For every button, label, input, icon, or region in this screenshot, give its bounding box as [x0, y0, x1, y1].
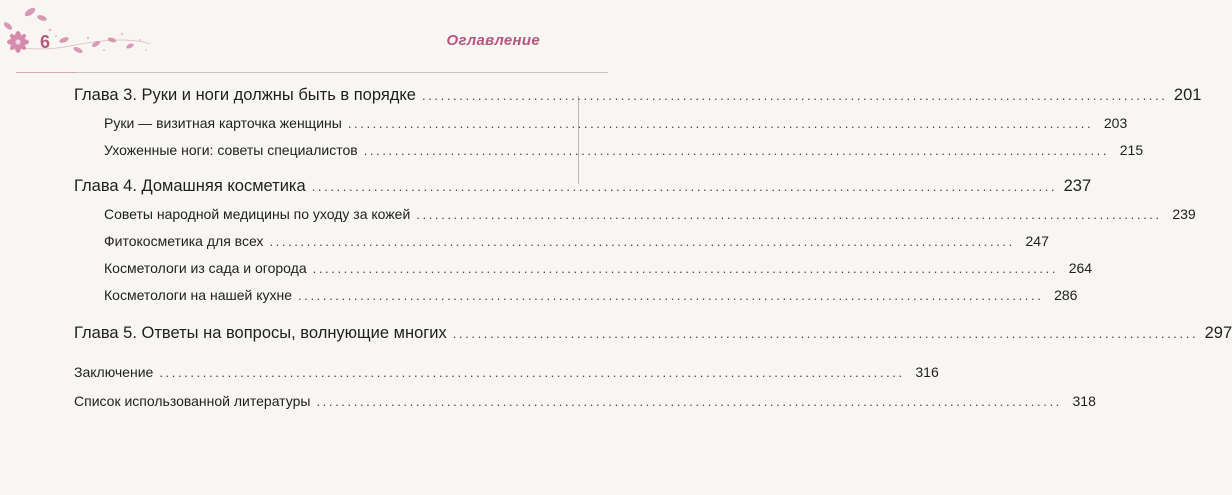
toc-page-number: 215 — [1119, 142, 1144, 158]
toc-subsection-entry — [74, 206, 1196, 222]
toc-page-number: 264 — [1068, 260, 1093, 276]
section-title: Оглавление — [446, 32, 540, 49]
toc-entry-title: Ухоженные ноги: советы специалистов — [104, 142, 358, 158]
toc-leader-dots: ........................................................................................................................ — [316, 394, 1062, 409]
page-header — [0, 0, 608, 64]
toc-page-number: 318 — [1072, 393, 1096, 409]
floral-ornament-icon — [0, 0, 160, 64]
toc-entry-title: Советы народной медицины по уходу за кожей — [104, 206, 411, 222]
toc-subsection-entry — [74, 233, 1049, 249]
toc-leader-dots: ........................................................................................................................ — [363, 143, 1110, 158]
toc-subsection-entry — [74, 287, 1078, 303]
toc-entry-title: Косметологи на нашей кухне — [104, 287, 293, 303]
toc-page-number: 297 — [1204, 324, 1232, 342]
toc-entry-title: Заключение — [74, 364, 154, 380]
toc-subsection-entry — [74, 115, 1128, 131]
toc-page-number: 237 — [1063, 177, 1092, 195]
toc-page-number: 247 — [1025, 233, 1049, 249]
toc-subsection-entry — [74, 260, 1093, 276]
toc-entry-title: Глава 4. Домашняя косметика — [74, 177, 306, 195]
toc-leader-dots: ........................................................................................................................ — [422, 88, 1168, 103]
toc-leader-dots: ........................................................................................................................ — [298, 288, 1044, 303]
toc-chapter-entry — [74, 177, 1092, 196]
page-fold-line — [578, 96, 579, 184]
toc-leader-dots: ........................................................................................................................ — [159, 365, 905, 380]
toc-leader-dots: ........................................................................................................................ — [452, 326, 1199, 341]
toc-leader-dots: ........................................................................................................................ — [416, 207, 1162, 222]
toc-page-number: 286 — [1054, 287, 1078, 303]
toc-page-number: 316 — [915, 364, 939, 380]
toc-entry-title: Глава 3. Руки и ноги должны быть в порядке — [74, 86, 416, 104]
toc-leader-dots: ........................................................................................................................ — [347, 116, 1094, 131]
toc-entry — [74, 364, 939, 380]
toc-chapter-entry — [74, 86, 1202, 105]
toc-entry-title: Руки — визитная карточка женщины — [104, 115, 342, 131]
toc-subsection-entry — [74, 142, 1144, 158]
toc-entry-title: Косметологи из сада и огорода — [104, 260, 307, 276]
toc-chapter-entry — [74, 324, 1232, 343]
toc-leader-dots: ........................................................................................................................ — [312, 261, 1059, 276]
header-divider — [16, 72, 608, 73]
page-number: 6 — [40, 32, 51, 52]
toc-leader-dots: ........................................................................................................................ — [311, 179, 1058, 194]
toc-page-number: 203 — [1103, 115, 1128, 131]
toc-entry-title: Список использованной литературы — [74, 393, 311, 409]
toc-page-number: 239 — [1172, 206, 1196, 222]
toc-entry-title: Глава 5. Ответы на вопросы, волнующие многих — [74, 324, 447, 342]
toc-leader-dots: ........................................................................................................................ — [269, 234, 1015, 249]
toc-entry — [74, 393, 1096, 409]
toc-entry-title: Фитокосметика для всех — [104, 233, 264, 249]
toc-page-number: 201 — [1173, 86, 1202, 104]
